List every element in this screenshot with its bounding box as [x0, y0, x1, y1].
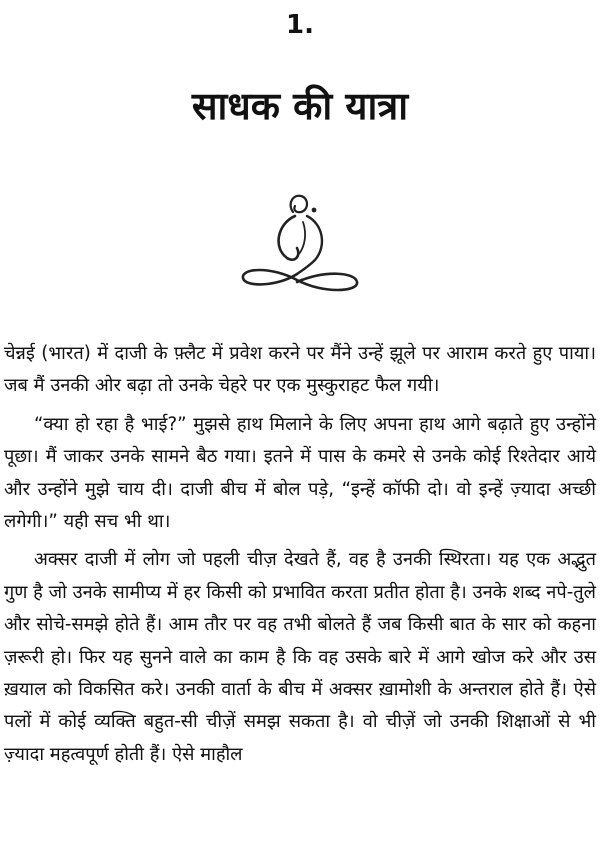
body-text: [4, 338, 596, 777]
paragraph-3: अक्सर दाजी में लोग जो पहली चीज़ देखते हैं, वह है उनकी स्थिरता। यह एक अद्भुत गुण है जो उनके सामीप्य में हर किसी को प्रभावित करता प्रतीत होता है। उनके शब्द नपे-तुले और सोचे-समझे होते हैं। आम तौर पर वह तभी बोलते हैं जब किसी बात के सार को कहना ज़रूरी हो। फिर यह सुनने वाले का काम है कि वह उसके बारे में आगे खोज करे और उस ख़याल को विकसित करे। उनकी वार्ता के बीच में अक्सर ख़ामोशी के अन्तराल होते हैं। ऐसे पलों में कोई व्यक्ति बहुत-सी चीज़ें समझ सकता है। वो चीज़ें जो उनकी शिक्षाओं से भी ज़्यादा महत्वपूर्ण होती हैं। ऐसे माहौल: [4, 549, 596, 765]
chapter-title: साधक की यात्रा: [191, 84, 409, 128]
chapter-number: 1.: [286, 10, 314, 40]
paragraph-1: चेन्नई (भारत) में दाजी के फ़्लैट में प्रवेश करने पर मैंने उन्हें झूले पर आराम करते हुए पाया। जब मैं उनकी ओर बढ़ा तो उनके चेहरे पर एक मुस्कुराहट फैल गयी।: [4, 343, 596, 397]
meditating-figure-logo-icon: [235, 190, 365, 305]
paragraph-2: “क्या हो रहा है भाई?” मुझसे हाथ मिलाने के लिए अपना हाथ आगे बढ़ाते हुए उन्होंने पूछा। मैं जाकर उनके सामने बैठ गया। इतने में पास के कमरे से उनके कोई रिश्तेदार आये और उन्होंने मुझे चाय दी। दाजी बीच में बोल पड़े, “इन्हें कॉफी दो। वो इन्हें ज़्यादा अच्छी लगेगी।” यही सच भी था।: [4, 413, 596, 533]
